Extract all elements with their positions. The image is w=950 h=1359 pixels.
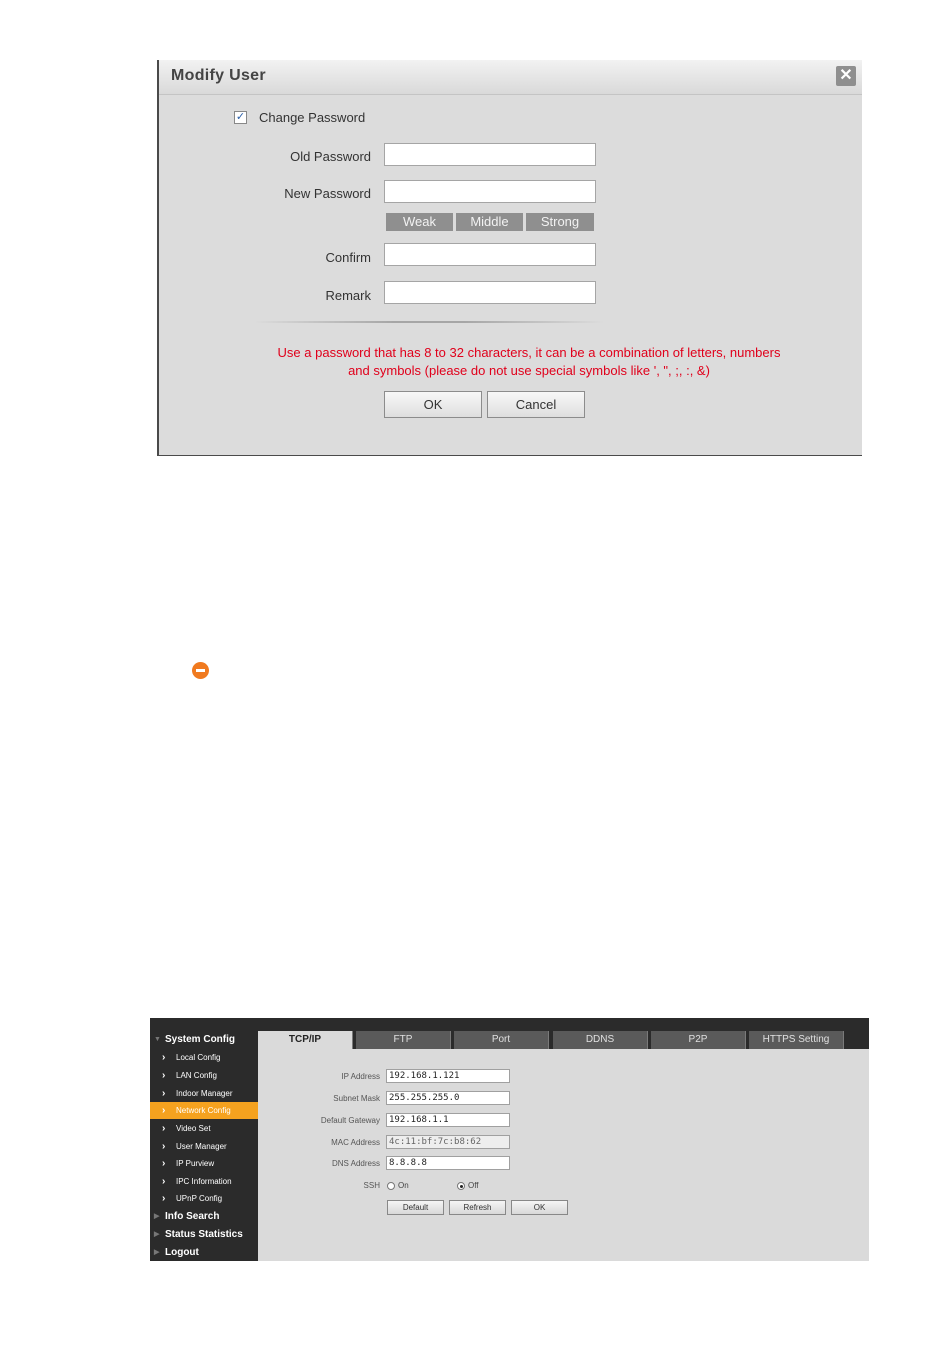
dns-address-input[interactable]: 8.8.8.8 bbox=[386, 1156, 510, 1170]
expanded-triangle-icon: ▼ bbox=[154, 1036, 161, 1043]
sidebar bbox=[150, 1018, 258, 1261]
new-password-label: New Password bbox=[284, 186, 371, 201]
chevron-right-icon: › bbox=[162, 1105, 166, 1116]
sidebar-item-video-set[interactable]: › Video Set bbox=[150, 1120, 258, 1137]
sidebar-system-config[interactable]: ▼ System Config bbox=[150, 1031, 258, 1049]
ip-address-input[interactable]: 192.168.1.121 bbox=[386, 1069, 510, 1083]
network-config-window bbox=[150, 1018, 869, 1261]
sidebar-item-lan-config[interactable]: › LAN Config bbox=[150, 1067, 258, 1084]
cancel-button[interactable]: Cancel bbox=[487, 391, 585, 418]
tab-ddns[interactable]: DDNS bbox=[553, 1031, 648, 1049]
tab-https-setting[interactable]: HTTPS Setting bbox=[749, 1031, 844, 1049]
chevron-right-icon: › bbox=[162, 1070, 166, 1081]
tab-p2p[interactable]: P2P bbox=[651, 1031, 746, 1049]
chevron-right-icon: › bbox=[162, 1193, 166, 1204]
ssh-label: SSH bbox=[363, 1181, 380, 1190]
tab-port[interactable]: Port bbox=[454, 1031, 549, 1049]
sidebar-info-search[interactable]: ▶ Info Search bbox=[150, 1208, 258, 1226]
default-button[interactable]: Default bbox=[387, 1200, 444, 1215]
old-password-input[interactable] bbox=[384, 143, 596, 166]
old-password-label: Old Password bbox=[290, 149, 371, 164]
sidebar-item-network-config[interactable]: › Network Config bbox=[150, 1102, 258, 1119]
strength-weak: Weak bbox=[386, 213, 453, 231]
sidebar-status-statistics[interactable]: ▶ Status Statistics bbox=[150, 1226, 258, 1244]
password-warning-line2: and symbols (please do not use special symbols like ', ", ;, :, &) bbox=[348, 363, 710, 378]
collapsed-triangle-icon: ▶ bbox=[154, 1249, 160, 1256]
refresh-button[interactable]: Refresh bbox=[449, 1200, 506, 1215]
password-warning bbox=[219, 344, 839, 380]
subnet-mask-label: Subnet Mask bbox=[333, 1094, 380, 1103]
sidebar-item-local-config[interactable]: › Local Config bbox=[150, 1049, 258, 1066]
ssh-on-label: On bbox=[398, 1181, 409, 1190]
strength-middle: Middle bbox=[456, 213, 523, 231]
collapsed-triangle-icon: ▶ bbox=[154, 1231, 160, 1238]
chevron-right-icon: › bbox=[162, 1052, 166, 1063]
remark-input[interactable] bbox=[384, 281, 596, 304]
change-password-checkbox[interactable]: ✓ bbox=[235, 111, 246, 123]
chevron-right-icon: › bbox=[162, 1088, 166, 1099]
remark-label: Remark bbox=[325, 288, 371, 303]
sidebar-logout[interactable]: ▶ Logout bbox=[150, 1244, 258, 1261]
new-password-input[interactable] bbox=[384, 180, 596, 203]
ssh-on-radio[interactable] bbox=[387, 1182, 395, 1190]
confirm-input[interactable] bbox=[384, 243, 596, 266]
sidebar-item-indoor-manager[interactable]: › Indoor Manager bbox=[150, 1085, 258, 1102]
sidebar-item-ip-purview[interactable]: › IP Purview bbox=[150, 1155, 258, 1172]
divider bbox=[254, 321, 604, 323]
confirm-label: Confirm bbox=[325, 250, 371, 265]
ip-address-label: IP Address bbox=[341, 1072, 380, 1081]
ok-button[interactable]: OK bbox=[384, 391, 482, 418]
change-password-label: Change Password bbox=[259, 110, 366, 125]
chevron-right-icon: › bbox=[162, 1123, 166, 1134]
sidebar-item-upnp-config[interactable]: › UPnP Config bbox=[150, 1190, 258, 1207]
chevron-right-icon: › bbox=[162, 1176, 166, 1187]
dialog-title-bar bbox=[159, 60, 862, 95]
close-icon[interactable]: ✕ bbox=[836, 66, 856, 86]
sidebar-item-user-manager[interactable]: › User Manager bbox=[150, 1138, 258, 1155]
dialog-title: Modify User bbox=[171, 67, 266, 84]
tab-tcpip[interactable]: TCP/IP bbox=[258, 1031, 353, 1049]
dns-address-label: DNS Address bbox=[331, 1159, 380, 1168]
ssh-off-label: Off bbox=[468, 1181, 479, 1190]
ssh-off-radio[interactable] bbox=[457, 1182, 465, 1190]
default-gateway-label: Default Gateway bbox=[320, 1116, 380, 1125]
chevron-right-icon: › bbox=[162, 1141, 166, 1152]
chevron-right-icon: › bbox=[162, 1158, 166, 1169]
mac-address-input: 4c:11:bf:7c:b8:62 bbox=[386, 1135, 510, 1149]
note-icon bbox=[192, 662, 209, 679]
sidebar-item-ipc-information[interactable]: › IPC Information bbox=[150, 1173, 258, 1190]
collapsed-triangle-icon: ▶ bbox=[154, 1213, 160, 1220]
tab-ftp[interactable]: FTP bbox=[356, 1031, 451, 1049]
subnet-mask-input[interactable]: 255.255.255.0 bbox=[386, 1091, 510, 1105]
default-gateway-input[interactable]: 192.168.1.1 bbox=[386, 1113, 510, 1127]
mac-address-label: MAC Address bbox=[331, 1138, 380, 1147]
password-warning-line1: Use a password that has 8 to 32 characters, it can be a combination of letters, numbers bbox=[277, 345, 781, 360]
modify-user-dialog bbox=[157, 60, 862, 456]
network-ok-button[interactable]: OK bbox=[511, 1200, 568, 1215]
strength-strong: Strong bbox=[526, 213, 594, 231]
